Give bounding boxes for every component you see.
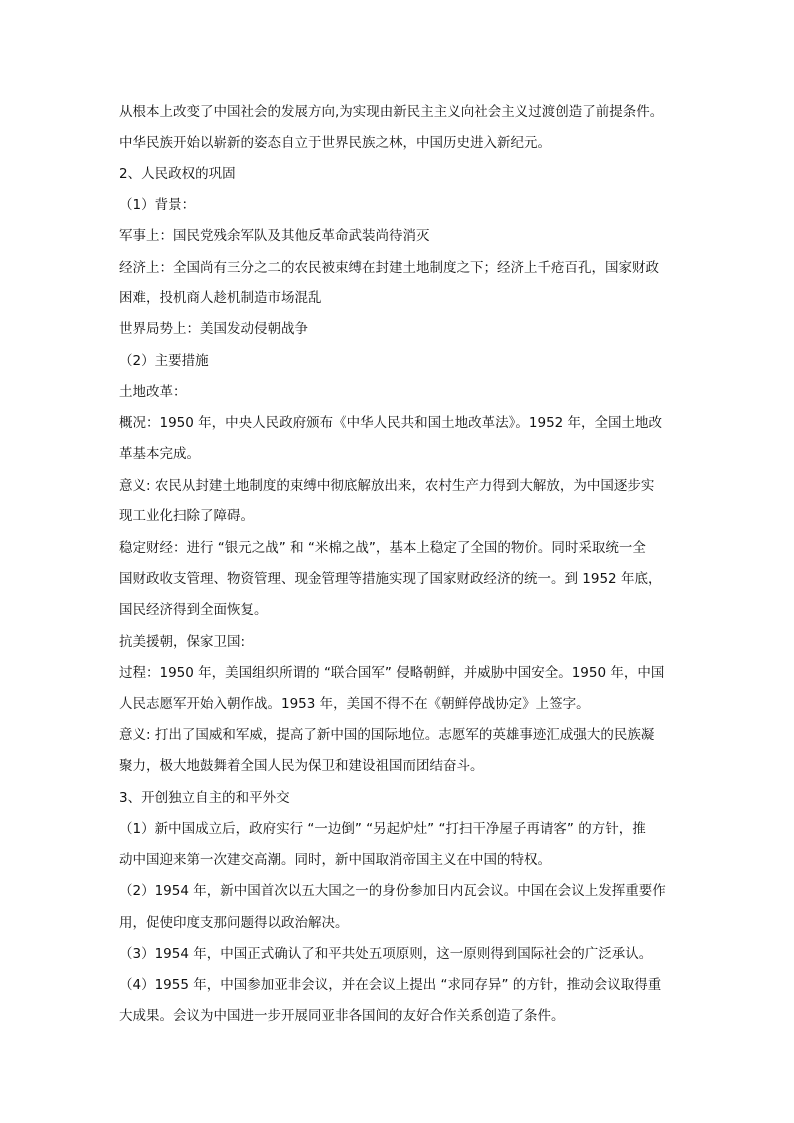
text-line: 世界局势上：美国发动侵朝战争: [119, 321, 308, 337]
text-line: 概况：1950 年，中央人民政府颁布《中华人民共和国土地改革法》。1952 年，全国土地改: [119, 415, 663, 431]
text-line: 大成果。会议为中国进一步开展同亚非各国间的友好合作关系创造了条件。: [119, 1008, 565, 1024]
text-line: 抗美援朝，保家卫国:: [119, 634, 246, 650]
section-heading: 3、开创独立自主的和平外交: [119, 790, 290, 806]
text-line: 经济上：全国尚有三分之二的农民被束缚在封建土地制度之下；经济上千疮百孔，国家财政: [119, 260, 659, 276]
text-line: 革基本完成。: [119, 446, 200, 462]
text-line: （1）新中国成立后，政府实行 “一边倒” “另起炉灶” “打扫干净屋子再请客” 的方针，推: [119, 821, 646, 837]
text-line: 从根本上改变了中国社会的发展方向,为实现由新民主主义向社会主义过渡创造了前提条件。: [119, 104, 664, 120]
text-line: 动中国迎来第一次建交高潮。同时，新中国取消帝国主义在中国的特权。: [119, 852, 551, 868]
text-line: 现工业化扫除了障碍。: [119, 508, 254, 524]
section-heading: 2、人民政权的巩固: [119, 166, 236, 182]
text-line: 国财政收支管理、物资管理、现金管理等措施实现了国家财政经济的统一。到 1952 年底，: [119, 571, 662, 587]
text-line: （4）1955 年，中国参加亚非会议，并在会议上提出 “求同存异” 的方针，推动会议取得重: [119, 977, 662, 993]
text-line: 意义: 农民从封建土地制度的束缚中彻底解放出来，农村生产力得到大解放，为中国逐步实: [119, 478, 655, 494]
subsection-heading: （1）背景：: [119, 197, 196, 213]
text-line: 人民志愿军开始入朝作战。1953 年，美国不得不在《朝鲜停战协定》上签字。: [119, 696, 590, 712]
text-line: 意义: 打出了国威和军威，提高了新中国的国际地位。志愿军的英雄事迹汇成强大的民族凝: [119, 727, 655, 743]
text-line: 聚力，极大地鼓舞着全国人民为保卫和建设祖国而团结奋斗。: [119, 758, 484, 774]
text-line: （2）1954 年，新中国首次以五大国之一的身份参加日内瓦会议。中国在会议上发挥重要作: [119, 883, 666, 899]
subsection-heading: （2）主要措施: [119, 353, 209, 369]
text-line: 军事上：国民党残余军队及其他反革命武装尚待消灭: [119, 228, 430, 244]
text-line: （3）1954 年，中国正式确认了和平共处五项原则，这一原则得到国际社会的广泛承认。: [119, 946, 653, 962]
text-line: 用，促使印度支那问题得以政治解决。: [119, 915, 349, 931]
text-line: 过程：1950 年，美国组织所谓的 “联合国军” 侵略朝鲜，并威胁中国安全。1950 年，中国: [119, 665, 665, 681]
text-line: 土地改革：: [119, 384, 187, 400]
text-line: 中华民族开始以崭新的姿态自立于世界民族之林，中国历史进入新纪元。: [119, 135, 551, 151]
text-line: 困难，投机商人趁机制造市场混乱: [119, 290, 322, 306]
text-line: 国民经济得到全面恢复。: [119, 602, 268, 618]
text-line: 稳定财经：进行 “银元之战” 和 “米棉之战”，基本上稳定了全国的物价。同时采取统一全: [119, 540, 646, 556]
